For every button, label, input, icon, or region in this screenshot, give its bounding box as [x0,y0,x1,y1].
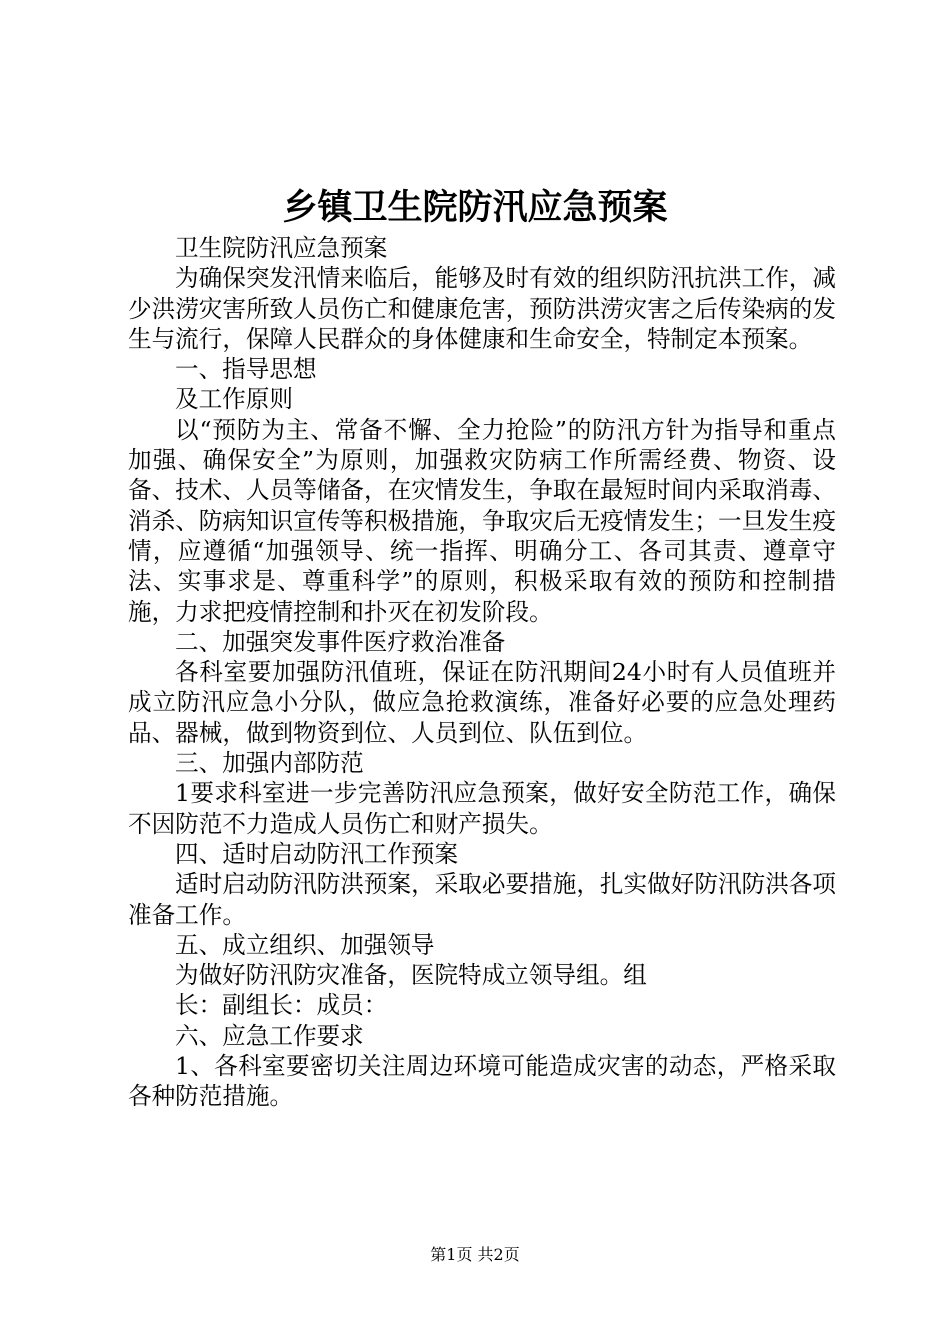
section-heading: 二、加强突发事件医疗救治准备 [175,627,506,656]
paragraph: 1、各科室要密切关注周边环境可能造成灾害的动态，严格采取各种防范措施。 [128,1052,836,1111]
paragraph: 以“预防为主、常备不懈、全力抢险”的防汛方针为指导和重点加强、确保安全”为原则，加强救灾防病工作所需经费、物资、设备、技术、人员等储备，在灾情发生，争取在最短时间内采取消毒、消杀、防病知识宣传等积极措施，争取灾后无疫情发生；一旦发生疫情，应遵循“加强领导、统一指挥、明确分工、各司其责、遵章守法、实事求是、尊重科学”的原则，积极采取有效的预防和控制措施，力求把疫情控制和扑灭在初发阶段。 [128,415,836,626]
paragraph: 为确保突发汛情来临后，能够及时有效的组织防汛抗洪工作，减少洪涝灾害所致人员伤亡和健康危害，预防洪涝灾害之后传染病的发生与流行，保障人民群众的身体健康和生命安全，特制定本预案。 [128,264,836,353]
paragraph: 长：副组长：成员： [175,991,388,1020]
paragraph: 适时启动防汛防洪预案，采取必要措施，扎实做好防汛防洪各项准备工作。 [128,870,836,929]
document-title: 乡镇卫生院防汛应急预案 [282,187,668,228]
paragraph: 各科室要加强防汛值班，保证在防汛期间24小时有人员值班并成立防汛应急小分队，做应急抢救演练，准备好必要的应急处理药品、器械，做到物资到位、人员到位、队伍到位。 [128,658,836,747]
document-body [128,233,836,1112]
section-heading: 四、适时启动防汛工作预案 [175,839,459,868]
page-footer: 第1页 共2页 [430,1245,520,1264]
paragraph: 卫生院防汛应急预案 [175,234,388,262]
section-heading: 六、应急工作要求 [175,1021,364,1050]
section-heading: 一、指导思想 [175,355,317,384]
paragraph: 为做好防汛防灾准备，医院特成立领导组。组 [175,961,647,990]
section-heading: 五、成立组织、加强领导 [175,930,435,959]
section-heading: 三、加强内部防范 [175,749,364,778]
section-heading: 及工作原则 [175,385,293,414]
paragraph: 1要求科室进一步完善防汛应急预案，做好安全防范工作，确保不因防范不力造成人员伤亡和财产损失。 [128,779,836,838]
